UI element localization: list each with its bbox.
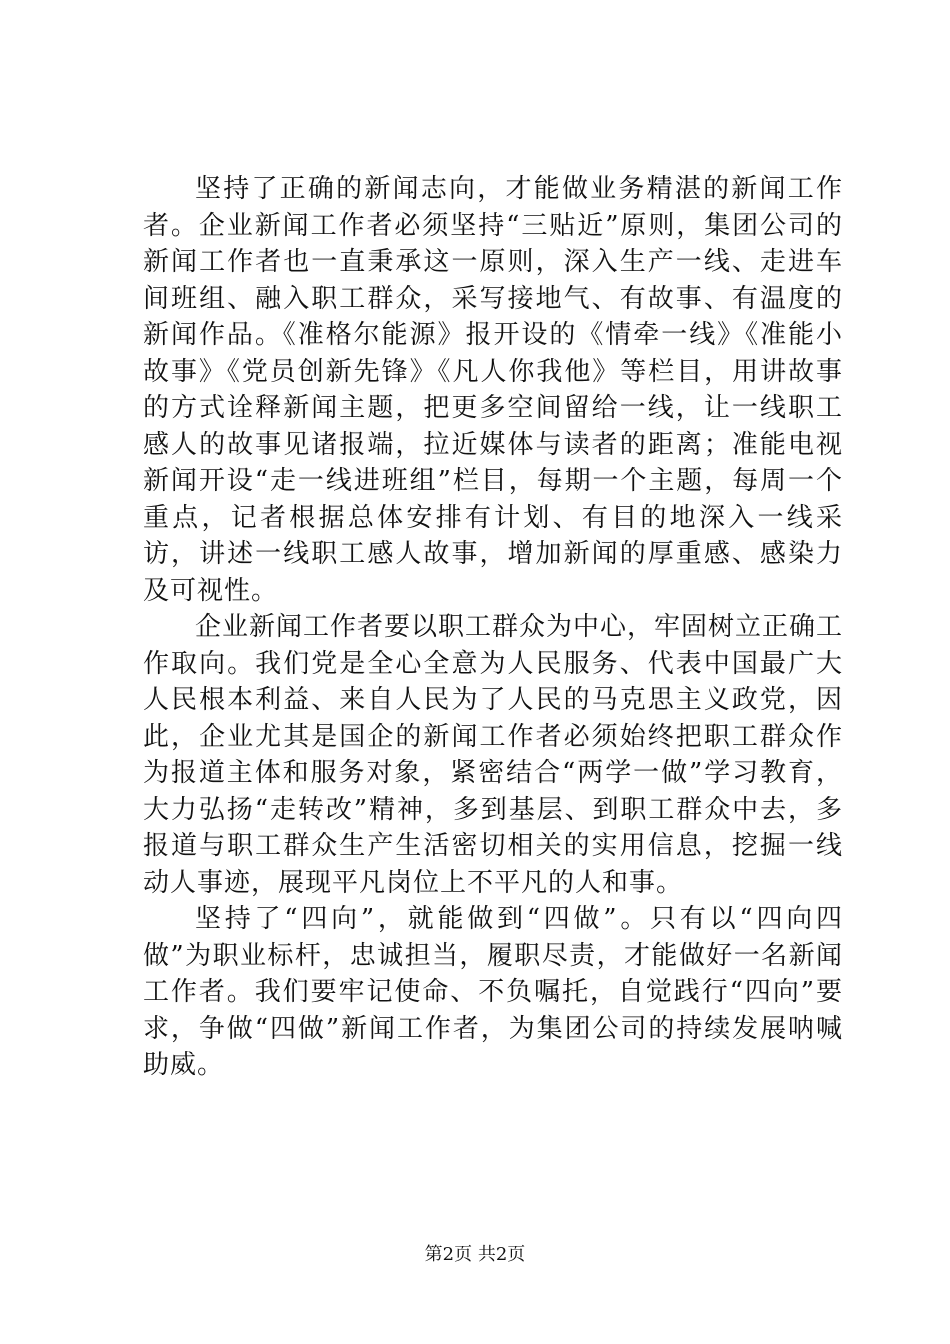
paragraph-3: 坚持了“四向”，就能做到“四做”。只有以“四向四做”为职业标杆，忠诚担当，履职尽责，才能做好一名新闻工作者。我们要牢记使命、不负嘱托，自觉践行“四向”要求，争做“四做”新闻工作者，为集团公司的持续发展呐喊助威。 <box>143 904 843 1080</box>
page-number-footer: 第2页 共2页 <box>424 1244 526 1265</box>
body-text <box>143 171 843 1084</box>
paragraph-1: 坚持了正确的新闻志向，才能做业务精湛的新闻工作者。企业新闻工作者必须坚持“三贴近”原则，集团公司的新闻工作者也一直秉承这一原则，深入生产一线、走进车间班组、融入职工群众，采写接地气、有故事、有温度的新闻作品。《准格尔能源》报开设的《情牵一线》《准能小故事》《党员创新先锋》《凡人你我他》等栏目，用讲故事的方式诠释新闻主题，把更多空间留给一线，让一线职工感人的故事见诸报端，拉近媒体与读者的距离；准能电视新闻开设“走一线进班组”栏目，每期一个主题，每周一个重点，记者根据总体安排有计划、有目的地深入一线采访，讲述一线职工感人故事，增加新闻的厚重感、感染力及可视性。 <box>143 174 843 606</box>
paragraph-2: 企业新闻工作者要以职工群众为中心，牢固树立正确工作取向。我们党是全心全意为人民服务、代表中国最广大人民根本利益、来自人民为了人民的马克思主义政党，因此，企业尤其是国企的新闻工作者必须始终把职工群众作为报道主体和服务对象，紧密结合“两学一做”学习教育，大力弘扬“走转改”精神，多到基层、到职工群众中去，多报道与职工群众生产生活密切相关的实用信息，挖掘一线动人事迹，展现平凡岗位上不平凡的人和事。 <box>143 612 844 898</box>
